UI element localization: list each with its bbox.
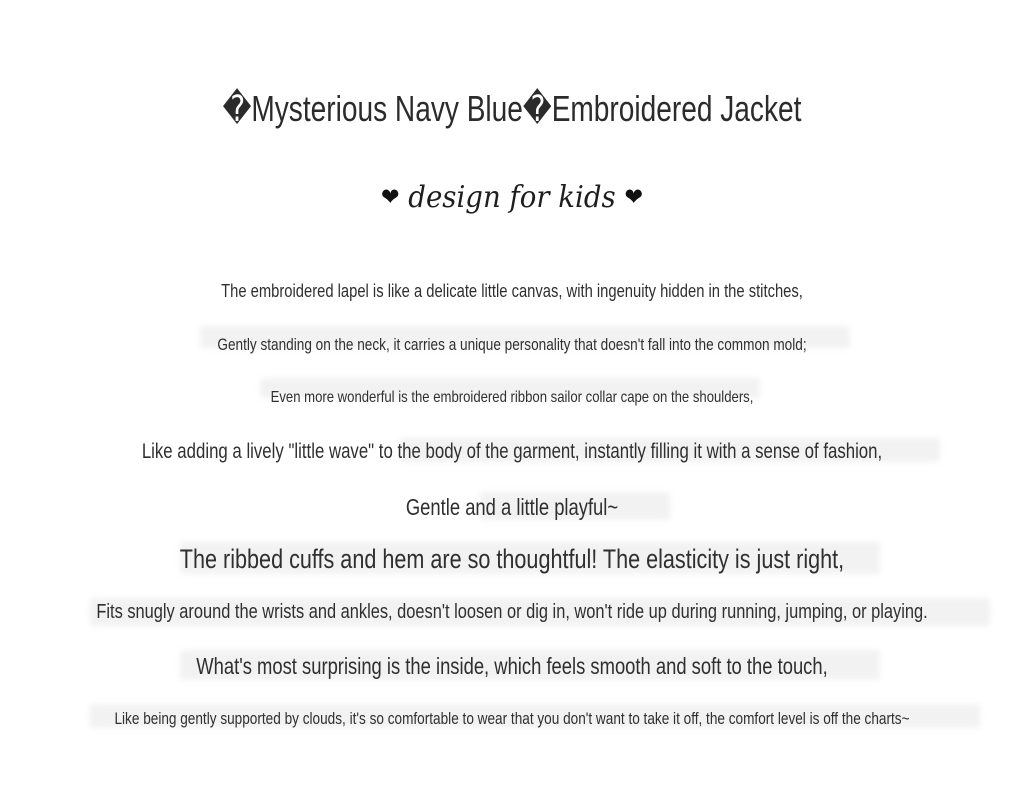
description-line: The embroidered lapel is like a delicate little canvas, with ingenuity hidden in the stitches, bbox=[221, 281, 803, 301]
subtitle bbox=[41, 180, 983, 215]
description-line: Like being gently supported by clouds, it's so comfortable to wear that you don't want to take it off, the comfort level is off the charts~ bbox=[114, 709, 910, 728]
subtitle-text: design for kids bbox=[408, 180, 616, 215]
description-line: What's most surprising is the inside, which feels smooth and soft to the touch, bbox=[196, 653, 828, 679]
description-line: Gently standing on the neck, it carries a unique personality that doesn't fall into the common mold; bbox=[217, 335, 807, 354]
description-line: The ribbed cuffs and hem are so thoughtful! The elasticity is just right, bbox=[179, 544, 845, 574]
description-line: Fits snugly around the wrists and ankles, doesn't loosen or dig in, won't ride up during running, jumping, or playing. bbox=[96, 601, 928, 623]
description-line: Even more wonderful is the embroidered ribbon sailor collar cape on the shoulders, bbox=[270, 389, 754, 406]
heart-icon: ❤ bbox=[381, 183, 400, 211]
description-line: Like adding a lively "little wave" to the body of the garment, instantly filling it with a sense of fashion, bbox=[141, 440, 883, 463]
heart-icon: ❤ bbox=[624, 183, 643, 211]
description-line: Gentle and a little playful~ bbox=[405, 494, 619, 520]
page-title: �Mysterious Navy Blue�Embroidered Jacket bbox=[222, 88, 802, 129]
